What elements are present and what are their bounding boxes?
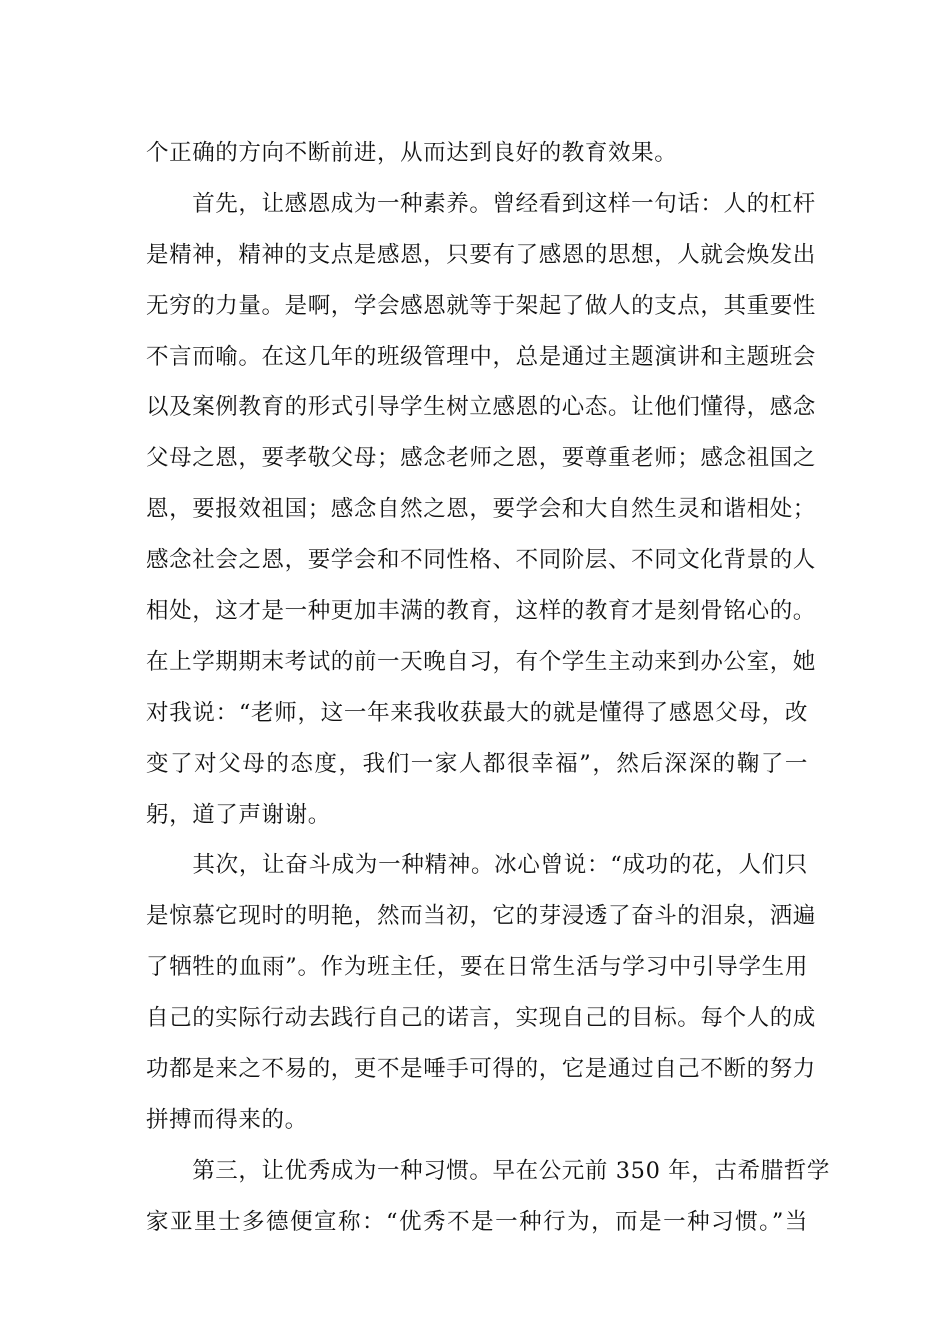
text-line: 个正确的方向不断前进，从而达到良好的教育效果。 (146, 140, 678, 166)
text-line: 父母之恩，要孝敬父母；感念老师之恩，要尊重老师；感念祖国之 (146, 445, 816, 472)
text-line: 是精神，精神的支点是感恩，只要有了感恩的思想，人就会焕发出 (146, 241, 816, 268)
text-line: 首先，让感恩成为一种素养。曾经看到这样一句话：人的杠杆 (146, 190, 816, 217)
text-line: 对我说：“老师，这一年来我收获最大的就是懂得了感恩父母，改 (146, 699, 808, 726)
text-line: 感念社会之恩，要学会和不同性格、不同阶层、不同文化背景的人 (146, 547, 816, 574)
text-line: 以及案例教育的形式引导学生树立感恩的心态。让他们懂得，感念 (146, 394, 816, 421)
text-line: 是惊慕它现时的明艳，然而当初，它的芽浸透了奋斗的泪泉，洒遍 (146, 903, 816, 930)
text-line: 家亚里士多德便宣称：“优秀不是一种行为，而是一种习惯。”当 (146, 1208, 808, 1235)
text-line: 拼搏而得来的。 (146, 1106, 308, 1133)
text-line: 第三，让优秀成为一种习惯。早在公元前 350 年，古希腊哲学 (146, 1157, 830, 1184)
text-line: 其次，让奋斗成为一种精神。冰心曾说：“成功的花，人们只 (146, 852, 808, 879)
text-line: 功都是来之不易的，更不是唾手可得的，它是通过自己不断的努力 (146, 1056, 816, 1083)
text-line: 无穷的力量。是啊，学会感恩就等于架起了做人的支点，其重要性 (146, 292, 816, 319)
body-text (146, 128, 830, 1248)
text-line: 恩，要报效祖国；感念自然之恩，要学会和大自然生灵和谐相处； (146, 496, 816, 523)
text-line: 相处，这才是一种更加丰满的教育，这样的教育才是刻骨铭心的。 (146, 598, 816, 625)
text-line: 变了对父母的态度，我们一家人都很幸福”，然后深深的鞠了一 (146, 750, 808, 777)
text-line: 了牺牲的血雨”。作为班主任，要在日常生活与学习中引导学生用 (146, 954, 808, 981)
text-line: 自己的实际行动去践行自己的诺言，实现自己的目标。每个人的成 (146, 1005, 816, 1032)
text-line: 在上学期期末考试的前一天晚自习，有个学生主动来到办公室，她 (146, 648, 816, 675)
text-line: 不言而喻。在这几年的班级管理中，总是通过主题演讲和主题班会 (146, 343, 816, 370)
text-line: 躬，道了声谢谢。 (146, 801, 331, 828)
